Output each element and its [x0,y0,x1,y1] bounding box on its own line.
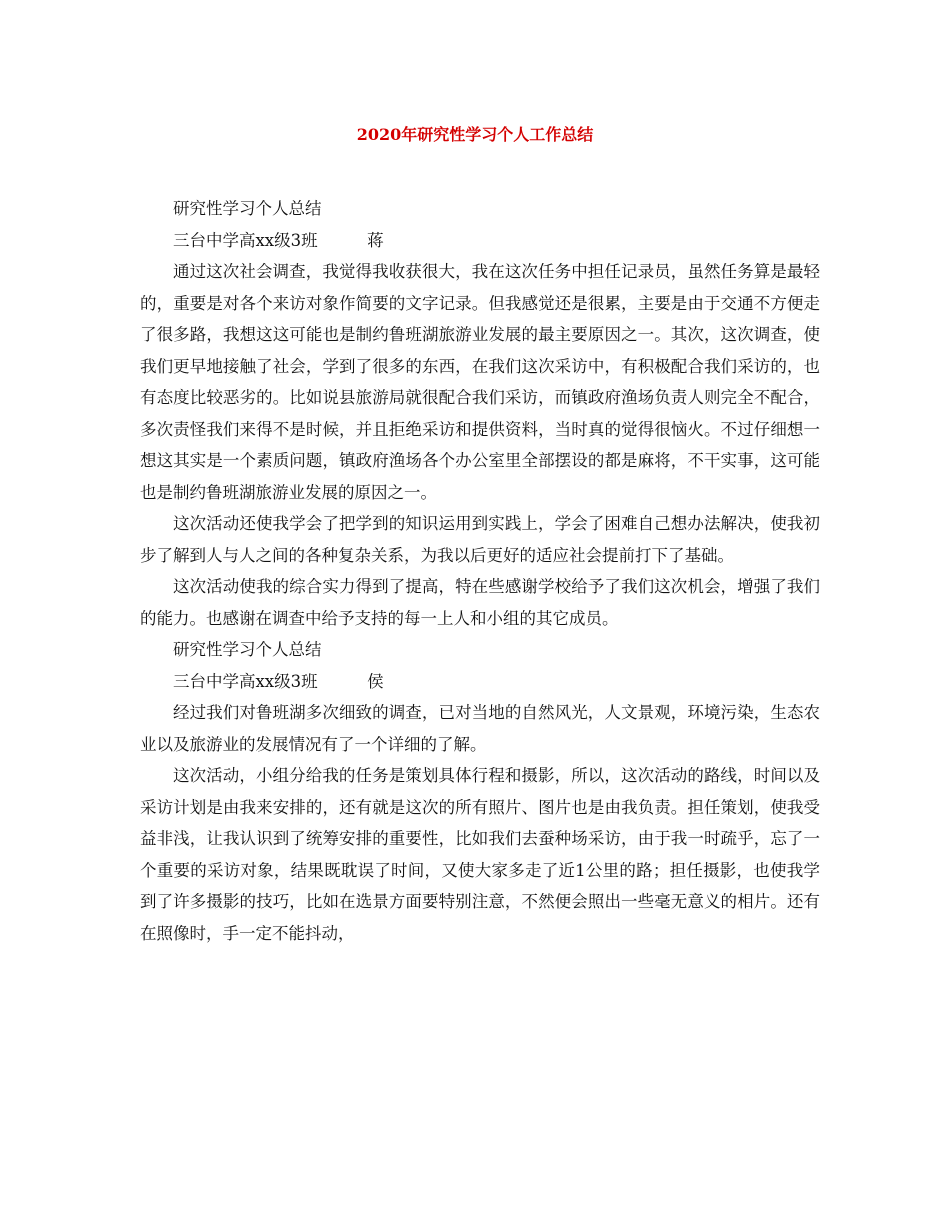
body-paragraph: 这次活动还使我学会了把学到的知识运用到实践上，学会了困难自己想办法解决，使我初步了解到人与人之间的各种复杂关系，为我以后更好的适应社会提前打下了基础。 [140,514,820,565]
document-body [140,193,820,949]
author-line: 三台中学高xx级3班 蒋 [173,230,384,250]
section-heading: 研究性学习个人总结 [173,640,322,659]
document-title: 2020年研究性学习个人工作总结 [356,125,594,144]
body-paragraph: 通过这次社会调查，我觉得我收获很大，我在这次任务中担任记录员，虽然任务算是最轻的，重要是对各个来访对象作简要的文字记录。但我感觉还是很累，主要是由于交通不方便走了很多路，我想这这可能也是制约鲁班湖旅游业发展的最主要原因之一。其次，这次调查，使我们更早地接触了社会，学到了很多的东西，在我们这次采访中，有积极配合我们采访的，也有态度比较恶劣的。比如说县旅游局就很配合我们采访，而镇政府渔场负责人则完全不配合，多次责怪我们来得不是时候，并且拒绝采访和提供资料，当时真的觉得很恼火。不过仔细想一想这其实是一个素质问题，镇政府渔场各个办公室里全部摆设的都是麻将，不干实事，这可能也是制约鲁班湖旅游业发展的原因之一。 [140,262,820,502]
author-line: 三台中学高xx级3班 侯 [173,671,384,691]
body-paragraph: 这次活动使我的综合实力得到了提高，特在些感谢学校给予了我们这次机会，增强了我们的能力。也感谢在调查中给予支持的每一上人和小组的其它成员。 [140,577,820,628]
body-paragraph: 经过我们对鲁班湖多次细致的调查，已对当地的自然风光，人文景观，环境污染，生态农业以及旅游业的发展情况有了一个详细的了解。 [140,703,820,754]
body-paragraph: 这次活动，小组分给我的任务是策划具体行程和摄影，所以，这次活动的路线，时间以及采访计划是由我来安排的，还有就是这次的所有照片、图片也是由我负责。担任策划，使我受益非浅，让我认识到了统筹安排的重要性，比如我们去蚕种场采访，由于我一时疏乎，忘了一个重要的采访对象，结果既耽误了时间，又使大家多走了近1公里的路；担任摄影，也使我学到了许多摄影的技巧，比如在选景方面要特别注意，不然便会照出一些毫无意义的相片。还有在照像时，手一定不能抖动， [140,766,820,943]
section-heading: 研究性学习个人总结 [173,199,322,218]
